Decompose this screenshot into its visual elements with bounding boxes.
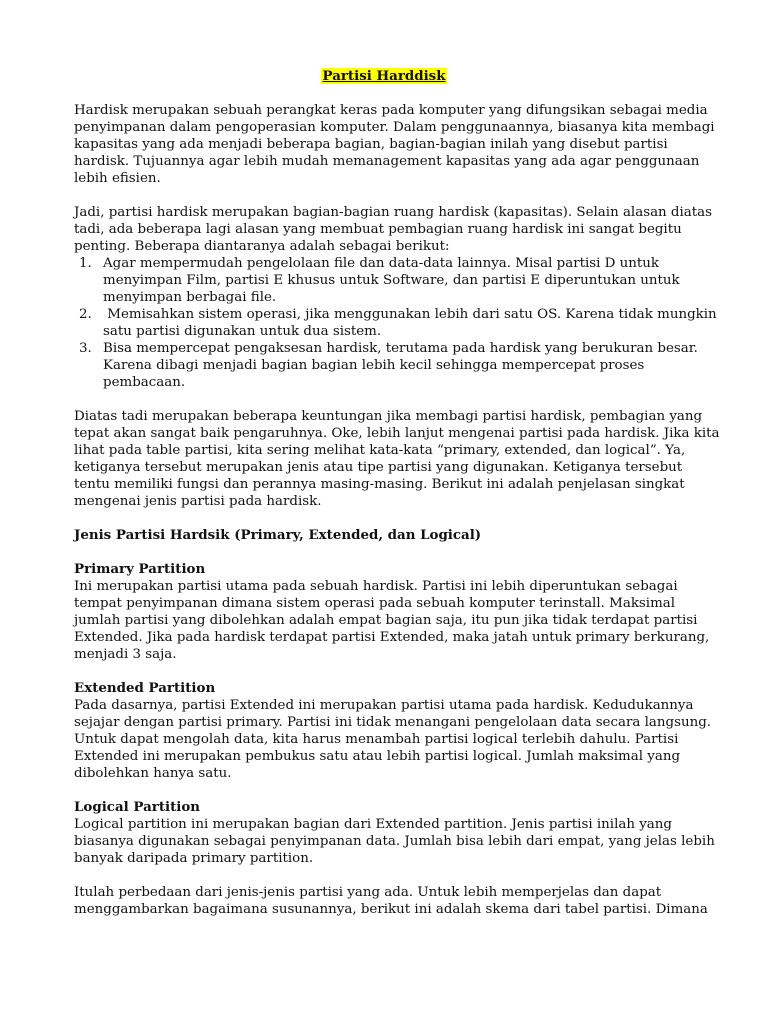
text-line: dibolehkan hanya satu. bbox=[74, 766, 232, 781]
text-line: menyimpan berbagai file. bbox=[103, 290, 277, 305]
text-line: tepat akan sangat baik pengaruhnya. Oke, lebih lanjut mengenai partisi pada hardisk. Jika kita bbox=[74, 426, 720, 441]
primary-partition-paragraph bbox=[74, 578, 710, 663]
text-line: Untuk dapat mengolah data, kita harus menambah partisi logical terlebih dahulu. Partisi bbox=[74, 732, 679, 747]
text-line: satu partisi digunakan untuk dua sistem. bbox=[103, 324, 382, 339]
text-line: pembacaan. bbox=[103, 375, 186, 390]
list-item bbox=[74, 255, 694, 306]
text-line: Extended. Jika pada hardisk terdapat partisi Extended, maka jatah untuk primary berkurang, bbox=[74, 630, 710, 645]
text-line: banyak daripada primary partition. bbox=[74, 851, 314, 866]
text-line: Bisa mempercepat pengaksesan hardisk, terutama pada hardisk yang berukuran besar. bbox=[103, 341, 698, 356]
primary-partition-section bbox=[74, 561, 710, 663]
text-line: biasanya digunakan sebagai penyimpanan data. Jumlah bisa lebih dari empat, yang jelas lebih bbox=[74, 834, 715, 849]
text-line: Extended ini merupakan pembukus satu atau lebih partisi logical. Jumlah maksimal yang bbox=[74, 749, 681, 764]
title-block bbox=[74, 68, 694, 85]
text-line: penting. Beberapa diantaranya adalah sebagai berikut: bbox=[74, 239, 450, 254]
document-title: Partisi Harddisk bbox=[322, 68, 446, 84]
reasons-intro-paragraph bbox=[74, 204, 713, 255]
primary-partition-heading: Primary Partition bbox=[74, 561, 206, 577]
text-line: Agar mempermudah pengelolaan file dan data-data lainnya. Misal partisi D untuk bbox=[103, 256, 660, 271]
text-line: ketiganya tersebut merupakan jenis atau tipe partisi yang digunakan. Ketiganya tersebut bbox=[74, 460, 683, 475]
text-line: Itulah perbedaan dari jenis-jenis partisi yang ada. Untuk lebih memperjelas dan dapat bbox=[74, 885, 662, 900]
summary-paragraph bbox=[74, 408, 720, 510]
text-line: menjadi 3 saja. bbox=[74, 647, 177, 662]
text-line: mengenai jenis partisi pada hardisk. bbox=[74, 494, 322, 509]
logical-partition-section bbox=[74, 799, 715, 867]
text-line: tadi, ada beberapa lagi alasan yang membuat pembagian ruang hardisk ini sangat begitu bbox=[74, 222, 682, 237]
list-item bbox=[74, 306, 717, 340]
text-line: menggambarkan bagaimana susunannya, berikut ini adalah skema dari tabel partisi. Dimana bbox=[74, 902, 708, 917]
list-number: 2. bbox=[79, 307, 92, 322]
closing-paragraph bbox=[74, 884, 708, 918]
list-number: 1. bbox=[79, 256, 92, 271]
text-line: hardisk. Tujuannya agar lebih mudah memanagement kapasitas yang ada agar penggunaan bbox=[74, 154, 700, 169]
text-line: kapasitas yang ada menjadi beberapa bagian, bagian-bagian inilah yang disebut partisi bbox=[74, 137, 668, 152]
text-line: sejajar dengan partisi primary. Partisi ini tidak menangani pengelolaan data secara langsung. bbox=[74, 715, 712, 730]
text-line: tempat penyimpanan dimana sistem operasi pada sebuah komputer terinstall. Maksimal bbox=[74, 596, 676, 611]
text-line: menyimpan Film, partisi E khusus untuk Software, dan partisi E diperuntukan untuk bbox=[103, 273, 680, 288]
text-line: penyimpanan dalam pengoperasian komputer. Dalam penggunaannya, biasanya kita membagi bbox=[74, 120, 715, 135]
text-line: Hardisk merupakan sebuah perangkat keras pada komputer yang difungsikan sebagai media bbox=[74, 103, 708, 118]
extended-partition-section bbox=[74, 680, 712, 782]
text-line: lebih efisien. bbox=[74, 171, 161, 186]
list-item bbox=[74, 340, 698, 391]
text-line: tentu memiliki fungsi dan perannya masing-masing. Berikut ini adalah penjelasan singkat bbox=[74, 477, 685, 492]
logical-partition-heading: Logical Partition bbox=[74, 799, 201, 815]
text-line: Jadi, partisi hardisk merupakan bagian-bagian ruang hardisk (kapasitas). Selain alasan diatas bbox=[74, 205, 713, 220]
text-line: Ini merupakan partisi utama pada sebuah hardisk. Partisi ini lebih diperuntukan sebagai bbox=[74, 579, 678, 594]
extended-partition-paragraph bbox=[74, 697, 712, 782]
text-line: Diatas tadi merupakan beberapa keuntungan jika membagi partisi hardisk, pembagian yang bbox=[74, 409, 703, 424]
text-line: Karena dibagi menjadi bagian bagian lebih kecil sehingga mempercepat proses bbox=[103, 358, 645, 373]
text-line: lihat pada table partisi, kita sering melihat kata-kata “primary, extended, dan logical”. Ya, bbox=[74, 443, 686, 458]
extended-partition-heading: Extended Partition bbox=[74, 680, 216, 696]
text-line: Logical partition ini merupakan bagian dari Extended partition. Jenis partisi inilah yang bbox=[74, 817, 672, 832]
text-line: jumlah partisi yang dibolehkan adalah empat bagian saja, itu pun jika tidak terdapat partisi bbox=[74, 613, 698, 628]
types-heading: Jenis Partisi Hardsik (Primary, Extended, dan Logical) bbox=[74, 527, 482, 543]
text-line: Pada dasarnya, partisi Extended ini merupakan partisi utama pada hardisk. Kedudukannya bbox=[74, 698, 694, 713]
document-page bbox=[74, 68, 720, 935]
list-number: 3. bbox=[79, 341, 92, 356]
intro-paragraph bbox=[74, 102, 715, 187]
logical-partition-paragraph bbox=[74, 816, 715, 867]
text-line: Memisahkan sistem operasi, jika menggunakan lebih dari satu OS. Karena tidak mungkin bbox=[103, 307, 717, 322]
reasons-list bbox=[74, 255, 717, 391]
